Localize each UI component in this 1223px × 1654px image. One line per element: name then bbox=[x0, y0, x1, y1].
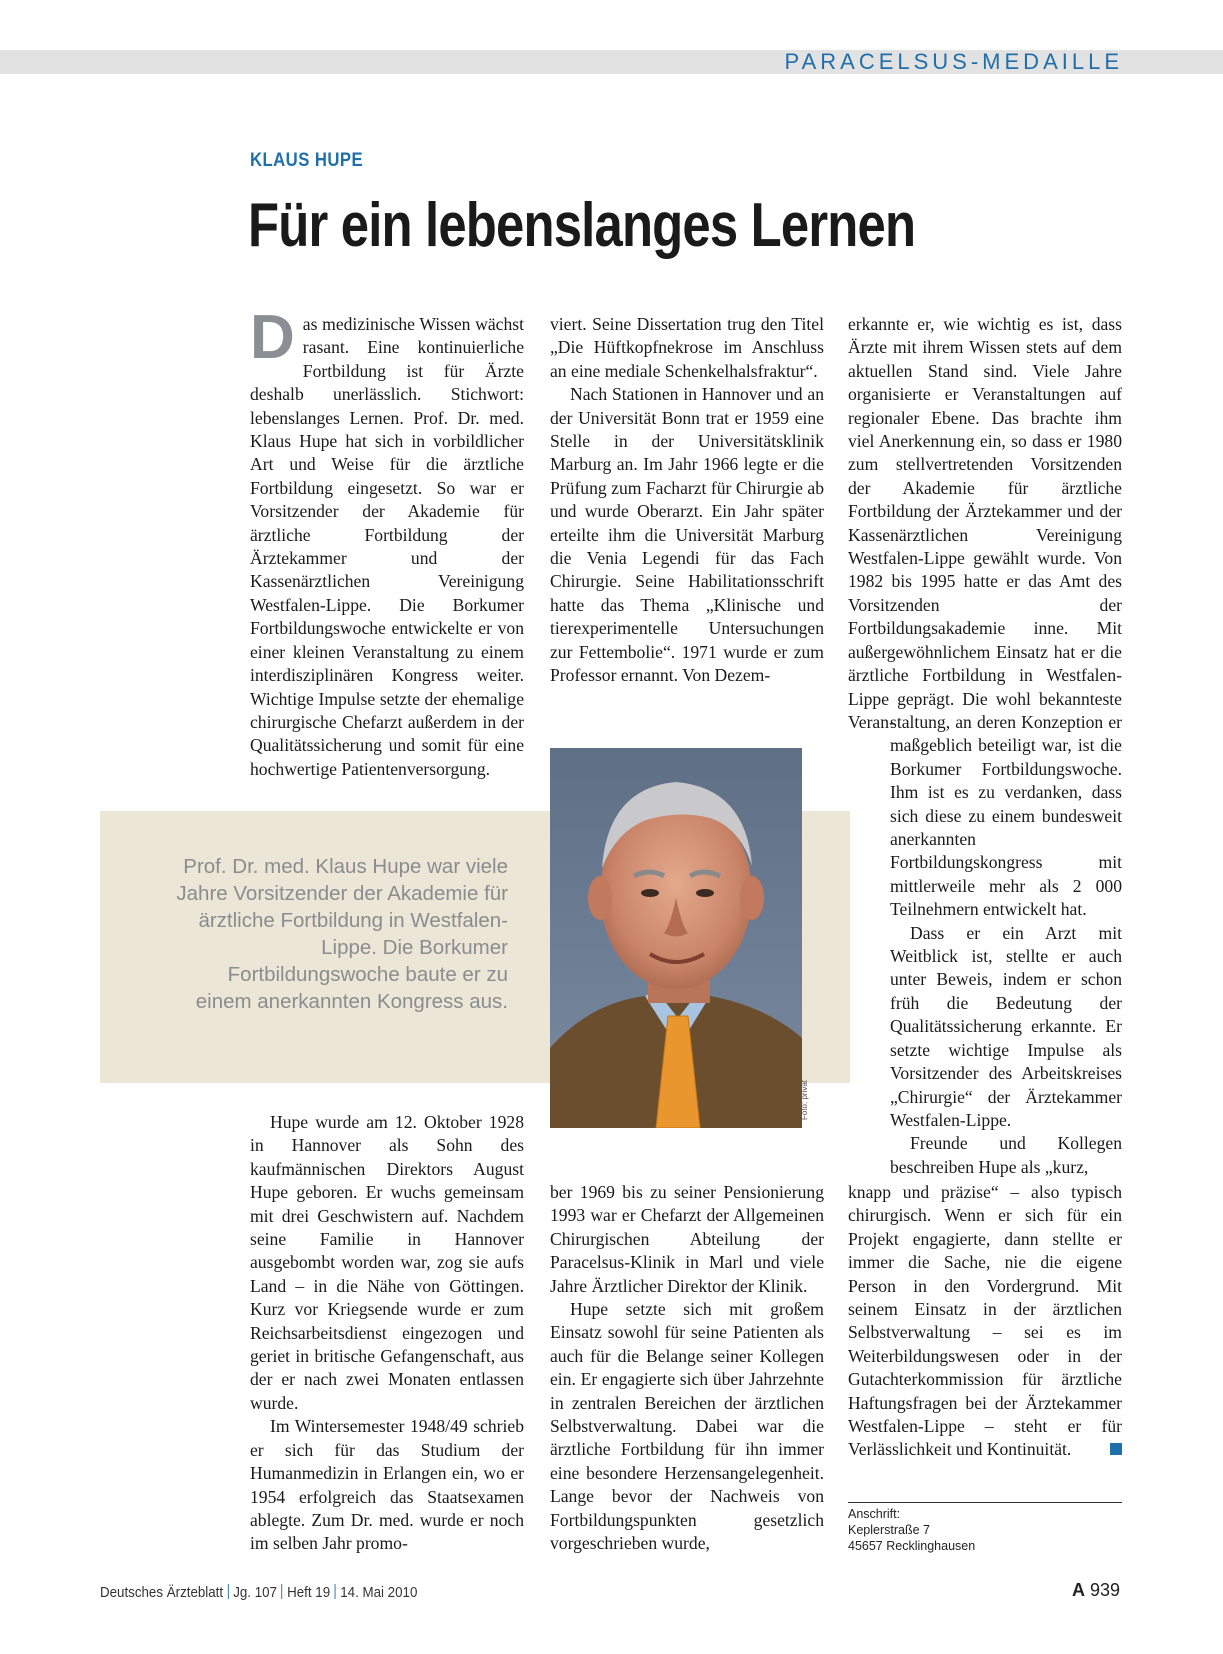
pull-quote: Prof. Dr. med. Klaus Hupe war viele Jahre Vorsitzender der Akademie für ärztliche Fortbildung in Westfalen-Lippe. Die Borkumer Fortbildungswoche baute er zu einem anerkannten Kongress aus. bbox=[176, 855, 508, 1013]
article-headline: Für ein lebenslanges Lernen bbox=[248, 191, 916, 260]
body-paragraph: Dass er ein Arzt mit Weitblick ist, stellte er auch unter Beweis, indem er schon früh die Bedeutung der Qualitätssicherung erkannte. Er setzte wichtige Impulse als Vorsitzender des Arbeitskreises „Chirurgie“ der Ärztekammer Westfalen-Lippe. bbox=[890, 922, 1122, 1130]
footer-divider bbox=[228, 1584, 229, 1599]
body-paragraph: Hupe wurde am 12. Oktober 1928 in Hannover als Sohn des kaufmännischen Direktors August Hupe geboren. Er wuchs gemeinsam mit drei Geschwistern auf. Nachdem seine Familie in Hannover ausgebombt worden war, zog sie aufs Land – in die Nähe von Göttingen. Kurz vor Kriegsende wurde er zum Reichsarbeitsdienst eingezogen und geriet in britische Gefangenschaft, aus der er nach zwei Monaten entlassen wurde. bbox=[250, 1112, 524, 1413]
address-label: Anschrift: bbox=[848, 1507, 901, 1521]
end-mark-icon bbox=[1110, 1443, 1122, 1455]
address-divider bbox=[848, 1502, 1122, 1503]
body-paragraph: erkannte er, wie wichtig es ist, dass Ärzte mit ihrem Wissen stets auf dem aktuellen Stand sind. Viele Jahre organisierte er Veranstaltungen auf regionaler Ebene. Das brachte ihm viel Anerkennung ein, so dass er 1980 zum stellvertretenden Vorsitzenden der Akademie für ärztliche Fortbildung der Ärztekammer und der Kassenärztlichen Vereinigung Westfalen-Lippe gewählt wurde. Von 1982 bis 1995 hatte er das Amt des Vorsitzenden der Fortbildungsakademie inne. Mit außergewöhnlichem Einsatz hat er die ärztliche Fortbildung in Westfalen-Lippe geprägt. Die wohl bekannteste Veran- bbox=[848, 314, 1122, 732]
footer bbox=[100, 1584, 417, 1601]
column-2-top bbox=[550, 313, 824, 688]
journal-issue: Heft 19 bbox=[287, 1585, 331, 1601]
footer-divider bbox=[335, 1584, 336, 1599]
photo-credit: Foto: privat bbox=[800, 1079, 809, 1120]
section-label: PARACELSUS-MEDAILLE bbox=[784, 49, 1123, 74]
body-paragraph: Freunde und Kollegen beschreiben Hupe als „kurz, bbox=[890, 1133, 1122, 1177]
column-3 bbox=[848, 313, 1122, 734]
page-number bbox=[1072, 1580, 1120, 1601]
body-paragraph: Nach Stationen in Hannover und an der Universität Bonn trat er 1959 eine Stelle in der Universitätsklinik Marburg an. Im Jahr 1966 legte er die Prüfung zum Facharzt für Chirurgie ab und wurde Oberarzt. Ein Jahr später erteilte ihm die Universität Marburg die Venia Legendi für das Fach Chirurgie. Seine Habilitationsschrift hatte das Thema „Klinische und tierexperimentelle Untersuchungen zur Fettembolie“. 1971 wurde er zum Professor ernannt. Von Dezem- bbox=[550, 384, 824, 686]
column-2-bottom bbox=[550, 1181, 824, 1556]
body-paragraph: Im Wintersemester 1948/49 schrieb er sich für das Studium der Humanmedizin in Erlangen ein, wo er 1954 erfolgreich das Staatsexamen ablegte. Zum Dr. med. wurde er noch im selben Jahr promo- bbox=[250, 1416, 524, 1554]
page-prefix: A bbox=[1071, 1580, 1085, 1600]
body-paragraph: viert. Seine Dissertation trug den Titel „Die Hüftkopfnekrose im Anschluss an eine mediale Schenkelhalsfraktur“. bbox=[550, 314, 824, 381]
journal-name: Deutsches Ärzteblatt bbox=[100, 1585, 224, 1601]
article-kicker: KLAUS HUPE bbox=[250, 150, 364, 171]
body-paragraph: staltung, an deren Konzeption er maßgeblich beteiligt war, ist die Borkumer Fortbildungswoche. Ihm ist es zu verdanken, dass sich diese zu einem bundesweit anerkannten Fortbildungskongress mit mittlerweile mehr als 2 000 Teilnehmern entwickelt hat. bbox=[890, 712, 1122, 920]
intro-text: as medizinische Wissen wächst rasant. Eine kontinuierliche Fortbildung ist für Ärzte deshalb unerlässlich. Stichwort: lebenslanges Lernen. Prof. Dr. med. Klaus Hupe hat sich in vorbildlicher Art und Weise für die ärztliche Fortbildung eingesetzt. So war er Vorsitzender der Akademie für ärztliche Fortbildung der Ärztekammer und der Kassenärztlichen Vereinigung Westfalen-Lippe. Die Borkumer Fortbildungswoche entwickelte er von einer kleinen Veranstaltung zu einem interdisziplinären Kongress weiter. Wichtige Impulse setzte der ehemalige chirurgische Chefarzt außerdem in der Qualitätssicherung und somit für eine hochwertige Patientenversorgung. bbox=[250, 314, 524, 779]
address-street: Keplerstraße 7 bbox=[848, 1523, 930, 1537]
journal-date: 14. Mai 2010 bbox=[340, 1585, 418, 1601]
address-block bbox=[848, 1506, 975, 1554]
closing-text: knapp und präzise“ – also typisch chirurgisch. Wenn er sich für ein Projekt engagierte, dann stellte er immer die Sache, nie die eigene Person in den Vordergrund. Mit seinem Einsatz in der ärztlichen Selbstverwaltung – sei es im Weiterbildungswesen oder in der Gutachterkommission für ärztliche Haftungsfragen bei der Ärztekammer Westfalen-Lippe – steht er für Verlässlichkeit und Kontinuität. bbox=[848, 1182, 1122, 1460]
drop-cap: D bbox=[250, 303, 295, 372]
column-1-bottom bbox=[250, 1111, 524, 1556]
column-3-wrap bbox=[890, 711, 1122, 1179]
footer-divider bbox=[282, 1584, 283, 1599]
body-paragraph: Hupe setzte sich mit großem Einsatz sowohl für seine Patienten als auch für die Belange seiner Kollegen ein. Er engagierte sich über Jahrzehnte in zentralen Bereichen der ärztlichen Selbstverwaltung. Dabei war die ärztliche Fortbildung für ihn immer eine besondere Herzensangelegenheit. Lange bevor der Nachweis von Fortbildungspunkten gesetzlich vorgeschrieben wurde, bbox=[550, 1299, 824, 1554]
journal-volume: Jg. 107 bbox=[233, 1585, 277, 1601]
address-city: 45657 Recklinghausen bbox=[848, 1539, 976, 1553]
column-1-top bbox=[250, 303, 524, 781]
page-value: 939 bbox=[1089, 1580, 1120, 1600]
body-paragraph: ber 1969 bis zu seiner Pensionierung 1993 war er Chefarzt der Allgemeinen Chirurgischen Abteilung der Paracelsus-Klinik in Marl und viele Jahre Ärztlicher Direktor der Klinik. bbox=[550, 1182, 824, 1296]
intro-paragraph bbox=[250, 303, 524, 781]
column-3-bottom bbox=[848, 1181, 1122, 1462]
body-paragraph bbox=[848, 1181, 1122, 1462]
portrait-photo bbox=[550, 748, 802, 1128]
